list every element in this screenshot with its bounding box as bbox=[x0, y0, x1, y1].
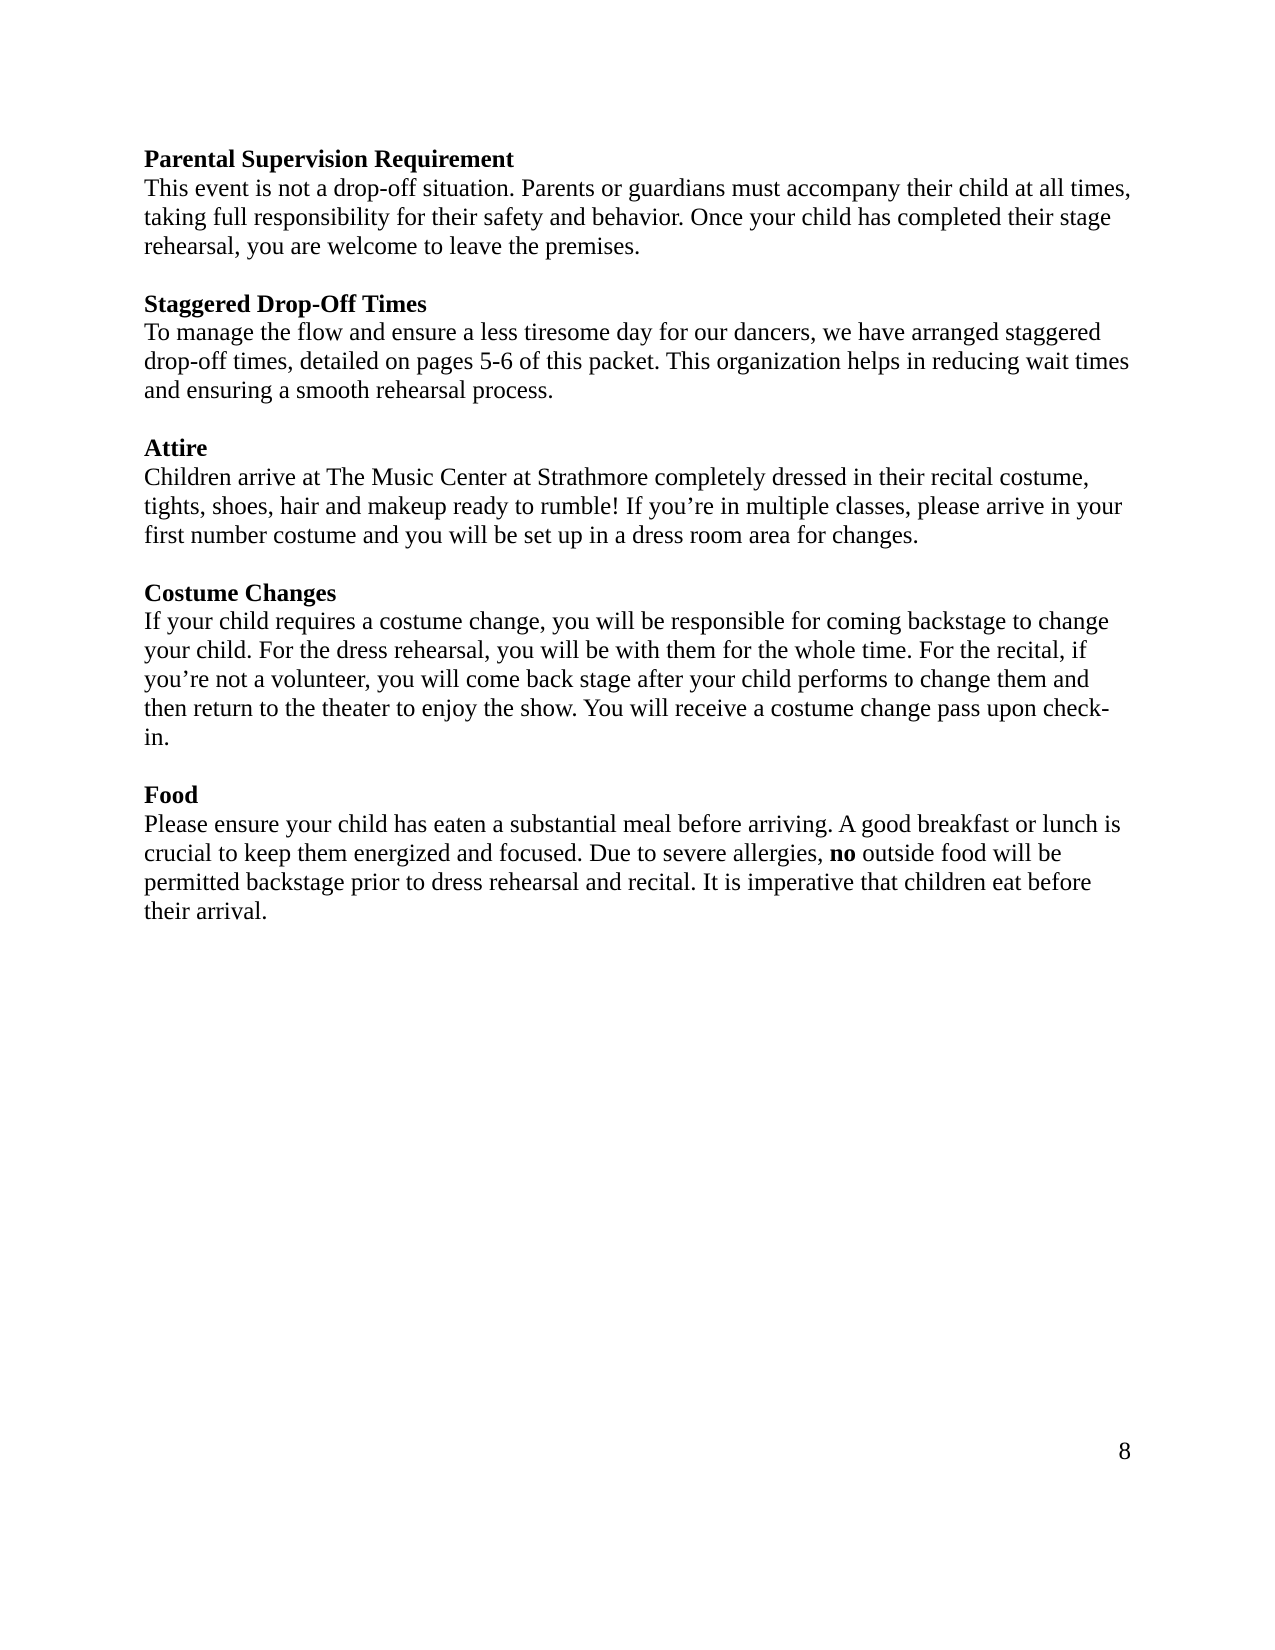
section-paragraph bbox=[144, 811, 1131, 927]
section-costume-changes bbox=[144, 580, 1131, 753]
page-number: 8 bbox=[1118, 1438, 1131, 1465]
section-heading: Staggered Drop-Off Times bbox=[144, 290, 427, 318]
section-heading: Parental Supervision Requirement bbox=[144, 146, 514, 173]
bold-emphasis: no bbox=[829, 839, 857, 867]
paragraph-text: outside food will be permitted backstage prior to dress rehearsal and recital. It is imperative that children eat before their arrival. bbox=[144, 839, 1092, 925]
section-food bbox=[144, 782, 1131, 927]
section-attire bbox=[144, 435, 1131, 551]
section-heading: Attire bbox=[144, 435, 208, 463]
section-parental-supervision bbox=[144, 146, 1131, 262]
section-paragraph: Children arrive at The Music Center at Strathmore completely dressed in their recital costume, tights, shoes, hair and makeup ready to rumble! If you’re in multiple classes, please arrive in your first number costume and you will be set up in a dress room area for changes. bbox=[144, 463, 1123, 549]
section-paragraph: If your child requires a costume change, you will be responsible for coming backstage to change your child. For the dress rehearsal, you will be with them for the whole time. For the recital, if you’re not a volunteer, you will come back stage after your child performs to change them and then return to the theater to enjoy the show. You will receive a costume change pass upon check-in. bbox=[144, 608, 1110, 752]
section-staggered-drop-off bbox=[144, 291, 1131, 407]
section-paragraph: This event is not a drop-off situation. Parents or guardians must accompany their child at all times, taking full responsibility for their safety and behavior. Once your child has completed their stage rehearsal, you are welcome to leave the premises. bbox=[144, 174, 1131, 260]
section-paragraph: To manage the flow and ensure a less tiresome day for our dancers, we have arranged staggered drop-off times, detailed on pages 5-6 of this packet. This organization helps in reducing wait times and ensuring a smooth rehearsal process. bbox=[144, 319, 1130, 405]
section-heading: Costume Changes bbox=[144, 579, 337, 607]
section-heading: Food bbox=[144, 781, 199, 809]
paragraph-text: Please ensure your child has eaten a substantial meal before arriving. A good breakfast or lunch is crucial to keep them energized and focused. Due to severe allergies, bbox=[144, 810, 1121, 867]
